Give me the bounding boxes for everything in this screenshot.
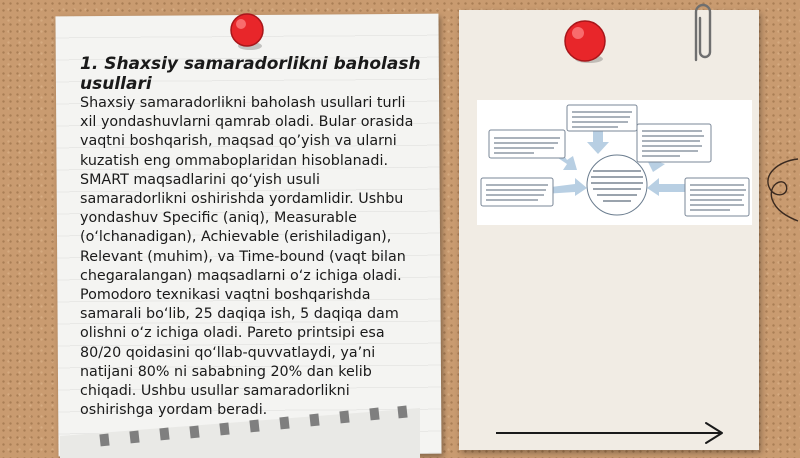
diagram-image bbox=[477, 100, 752, 225]
arrow-right-icon bbox=[494, 419, 726, 447]
section-body: Shaxsiy samaradorlikni baholash usullari turli xil yondashuvlarni qamrab oladi. Bular orasida vaqtni boshqarish, maqsad qo’yish va ularni kuzatish eng ommaboplaridan hisoblanadi. SMART maqsadlarini qo‘yish usuli samaradorlikni oshirishda yordamlidir. Ushbu yondashuv Specific (aniq), Measurable (o‘lchanadigan), Achievable (erishiladigan), Relevant (muhim), va Time-bound (vaqt bilan chegaralangan) maqsadlarni o‘z ichiga oladi. Pomodoro texnikasi vaqtni boshqarishda samarali bo‘lib, 25 daqiqa ish, 5 daqiqa dam olishni o‘z ichiga oladi. Pareto printsipi esa 80/20 qoidasini qo‘llab-quvvatlaydi, ya’ni natijani 80% ni sababning 20% dan kelib chiqadi. Ushbu usullar samaradorlikni oshirishga yordam beradi. bbox=[80, 95, 414, 419]
right-note-paper bbox=[459, 10, 759, 450]
string-curl-icon bbox=[758, 155, 800, 225]
content-text-block bbox=[80, 54, 425, 420]
push-pin-icon bbox=[561, 15, 611, 65]
paper-clip-icon bbox=[686, 0, 716, 70]
section-heading: 1. Shaxsiy samaradorlikni baholash usullari bbox=[80, 54, 421, 94]
push-pin-icon bbox=[227, 10, 269, 52]
